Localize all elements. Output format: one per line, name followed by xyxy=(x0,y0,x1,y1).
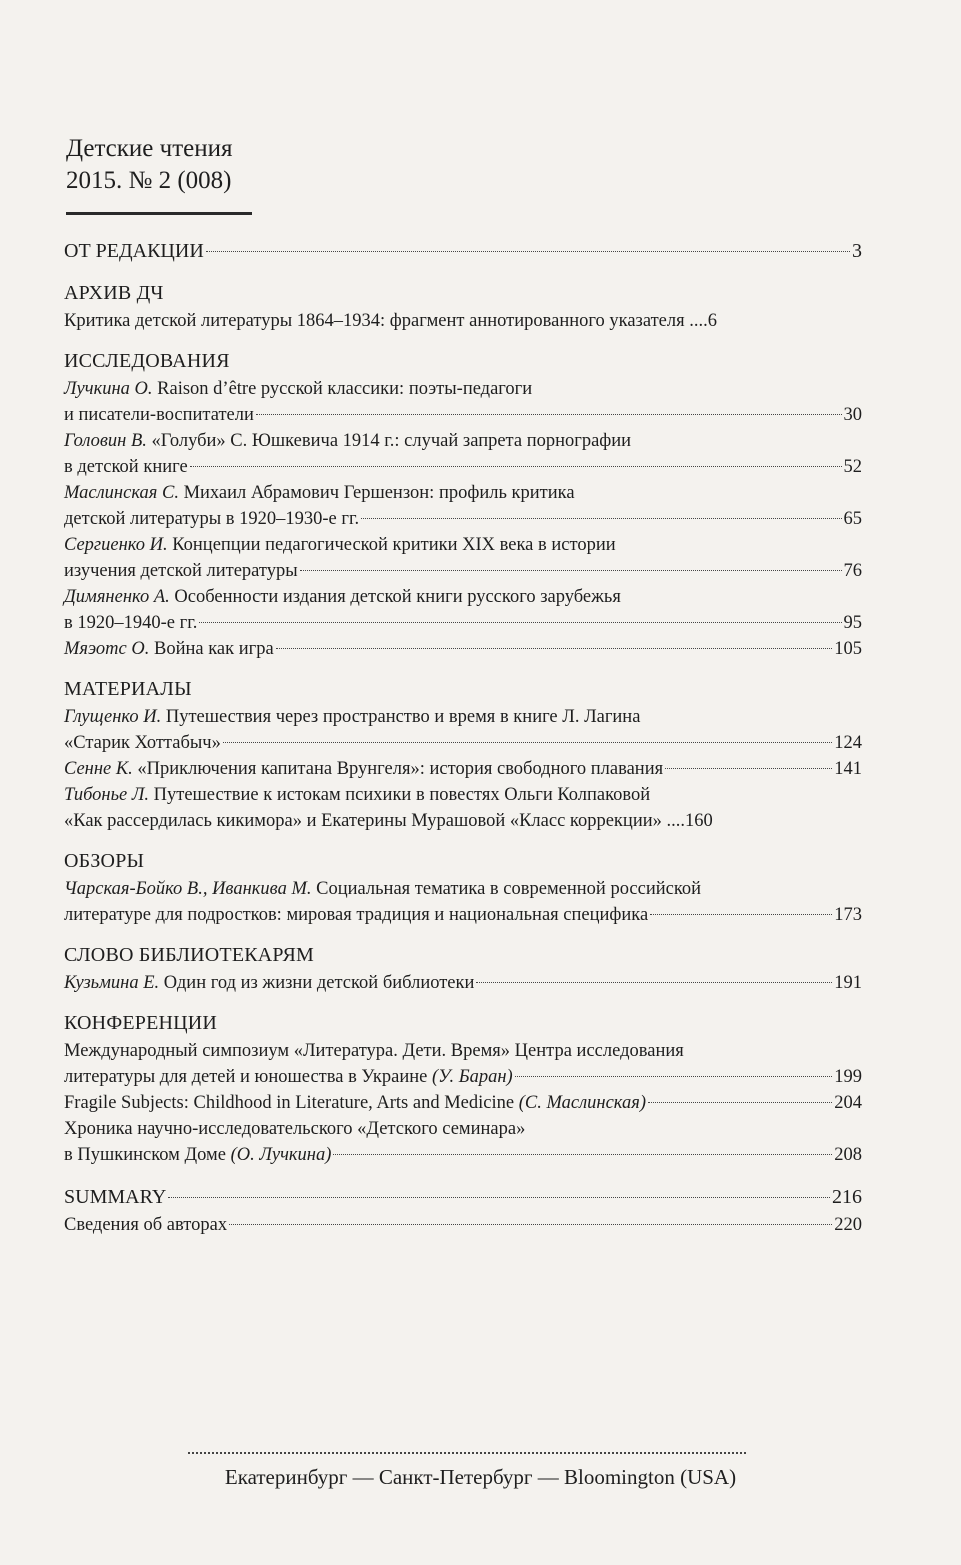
section-title: СЛОВО БИБЛИОТЕКАРЯМ xyxy=(64,944,315,966)
page-number: 52 xyxy=(843,457,862,477)
leader-dots xyxy=(476,982,832,983)
entry-line xyxy=(64,610,862,636)
entry-title: Концепции педагогической критики XIX века в истории xyxy=(167,535,616,555)
leader-dots xyxy=(206,251,850,252)
journal-title: Детские чтения xyxy=(66,135,233,162)
entry-author: Лучкина О. xyxy=(64,379,153,399)
leader-dots xyxy=(256,414,842,415)
entry-title: «Старик Хоттабыч» xyxy=(64,733,221,753)
entry-title: Особенности издания детской книги русского зарубежья xyxy=(169,587,621,607)
journal-header xyxy=(66,133,233,197)
toc-summary[interactable] xyxy=(64,1182,862,1212)
toc-entry[interactable] xyxy=(64,376,862,428)
entry-title: «Приключения капитана Врунгеля»: история свободного плавания xyxy=(132,759,664,779)
entry-title: «Как рассердилась кикимора» и Екатерины Мурашовой «Класс коррекции» .... xyxy=(64,811,685,831)
section-title: ОБЗОРЫ xyxy=(64,850,145,872)
entry-line xyxy=(64,558,862,584)
page-number: 160 xyxy=(685,811,713,831)
page-number: 173 xyxy=(834,905,862,925)
entry-line xyxy=(64,704,862,730)
entry-line xyxy=(64,1142,862,1168)
entry-line xyxy=(64,1038,862,1064)
leader-dots xyxy=(229,1224,832,1225)
entry-editor: (О. Лучкина) xyxy=(230,1145,332,1165)
entry-title: литературы для детей и юношества в Украине xyxy=(64,1067,432,1087)
entry-editor: (С. Маслинская) xyxy=(518,1093,646,1113)
page-number: 216 xyxy=(832,1186,862,1208)
entry-author: Головин В. xyxy=(64,431,147,451)
toc-entry[interactable] xyxy=(64,636,862,662)
entry-title: Хроника научно-исследовательского «Детского семинара» xyxy=(64,1119,526,1139)
page-number: 6 xyxy=(707,311,718,331)
entry-author: Глущенко И. xyxy=(64,707,162,727)
entry-line xyxy=(64,506,862,532)
entry-line xyxy=(64,428,862,454)
page-number: 208 xyxy=(834,1145,862,1165)
leader-dots xyxy=(361,518,841,519)
entry-author: Тибонье Л. xyxy=(64,785,149,805)
page-number: 141 xyxy=(834,759,862,779)
entry-author: Димяненко А. xyxy=(64,587,170,607)
entry-author: Кузьмина Е. xyxy=(64,973,160,993)
entry-title: в детской книге xyxy=(64,457,188,477)
toc-entry[interactable] xyxy=(64,704,862,756)
page-number: 76 xyxy=(843,561,862,581)
entry-line xyxy=(64,1090,862,1116)
entry-line xyxy=(64,1064,862,1090)
entry-title: Fragile Subjects: Childhood in Literature, Arts and Medicine xyxy=(64,1093,519,1113)
page-number: 65 xyxy=(843,509,862,529)
section-title: АРХИВ ДЧ xyxy=(64,282,164,304)
page-number: 105 xyxy=(834,639,862,659)
section-title: КОНФЕРЕНЦИИ xyxy=(64,1012,218,1034)
leader-dots xyxy=(300,570,842,571)
section-title: МАТЕРИАЛЫ xyxy=(64,678,192,700)
entry-author: Мяэотс О. xyxy=(64,639,150,659)
toc-entry[interactable] xyxy=(64,1116,862,1168)
toc-entry[interactable] xyxy=(64,782,862,834)
entry-line xyxy=(64,480,862,506)
toc-editorial[interactable] xyxy=(64,236,862,266)
journal-issue: 2015. № 2 (008) xyxy=(66,167,232,194)
entry-line xyxy=(64,376,862,402)
entry-line xyxy=(64,454,862,480)
entry-line xyxy=(64,730,862,756)
header-rule xyxy=(66,212,252,215)
entry-title: Путешествие к истокам психики в повестях Ольги Колпаковой xyxy=(149,785,651,805)
entry-title: в 1920–1940-е гг. xyxy=(64,613,198,633)
toc-authors-info-label: Сведения об авторах xyxy=(64,1215,228,1235)
leader-dots xyxy=(223,742,832,743)
page-number: 3 xyxy=(852,240,862,262)
entry-title: Критика детской литературы 1864–1934: фрагмент аннотированного указателя .... xyxy=(64,311,708,331)
toc-entry[interactable] xyxy=(64,532,862,584)
entry-title: Социальная тематика в современной российской xyxy=(311,879,702,899)
leader-dots xyxy=(648,1102,832,1103)
entry-title: Один год из жизни детской библиотеки xyxy=(159,973,475,993)
leader-dots xyxy=(190,466,842,467)
footer-cities: Екатеринбург — Санкт-Петербург — Bloomington (USA) xyxy=(224,1465,737,1489)
entry-title: «Голуби» С. Юшкевича 1914 г.: случай запрета порнографии xyxy=(146,431,632,451)
toc-sections xyxy=(64,278,862,1168)
leader-dots xyxy=(168,1197,830,1198)
leader-dots xyxy=(276,648,833,649)
leader-dots xyxy=(650,914,832,915)
toc-entry[interactable] xyxy=(64,876,862,928)
leader-dots xyxy=(665,768,832,769)
entry-line xyxy=(64,782,862,808)
entry-title: и писатели-воспитатели xyxy=(64,405,254,425)
page-number: 191 xyxy=(834,973,862,993)
entry-line xyxy=(64,902,862,928)
entry-line xyxy=(64,584,862,610)
entry-line xyxy=(64,876,862,902)
toc-entry[interactable] xyxy=(64,584,862,636)
entry-title: изучения детской литературы xyxy=(64,561,298,581)
page-number: 95 xyxy=(843,613,862,633)
toc-editorial-label: ОТ РЕДАКЦИИ xyxy=(64,240,204,262)
leader-dots xyxy=(515,1076,833,1077)
entry-title: литературе для подростков: мировая традиция и национальная специфика xyxy=(64,905,649,925)
toc-authors-info[interactable] xyxy=(64,1212,862,1238)
entry-line xyxy=(64,808,862,834)
toc-entry[interactable] xyxy=(64,308,862,334)
toc-entry[interactable] xyxy=(64,428,862,480)
entry-author: Маслинская С. xyxy=(64,483,179,503)
entry-title: Raison d’être русской классики: поэты-педагоги xyxy=(152,379,533,399)
entry-line xyxy=(64,402,862,428)
page-number: 220 xyxy=(834,1215,862,1235)
page-number: 30 xyxy=(843,405,862,425)
entry-author: Чарская-Бойко В., Иванкива М. xyxy=(64,879,312,899)
entry-title: Путешествия через пространство и время в книге Л. Лагина xyxy=(161,707,641,727)
toc-entry[interactable] xyxy=(64,970,862,996)
footer-rule xyxy=(188,1452,746,1454)
entry-line xyxy=(64,970,862,996)
entry-title: Михаил Абрамович Гершензон: профиль критика xyxy=(178,483,575,503)
page-number: 204 xyxy=(834,1093,862,1113)
section-title: ИССЛЕДОВАНИЯ xyxy=(64,350,230,372)
leader-dots xyxy=(199,622,841,623)
entry-title: Международный симпозиум «Литература. Дети. Время» Центра исследования xyxy=(64,1041,684,1061)
table-of-contents xyxy=(64,236,862,1238)
entry-editor: (У. Баран) xyxy=(432,1067,513,1087)
page-number: 124 xyxy=(834,733,862,753)
entry-author: Сергиенко И. xyxy=(64,535,168,555)
toc-entry[interactable] xyxy=(64,480,862,532)
entry-line xyxy=(64,532,862,558)
entry-title: Война как игра xyxy=(149,639,274,659)
leader-dots xyxy=(333,1154,832,1155)
entry-author: Сенне К. xyxy=(64,759,133,779)
entry-title: в Пушкинском Доме xyxy=(64,1145,231,1165)
toc-entry[interactable] xyxy=(64,1038,862,1090)
toc-summary-label: SUMMARY xyxy=(64,1186,167,1208)
entry-line xyxy=(64,1116,862,1142)
entry-line xyxy=(64,636,862,662)
toc-entry[interactable] xyxy=(64,756,862,782)
toc-entry[interactable] xyxy=(64,1090,862,1116)
entry-title: детской литературы в 1920–1930-е гг. xyxy=(64,509,360,529)
entry-line xyxy=(64,756,862,782)
page-number: 199 xyxy=(834,1067,862,1087)
